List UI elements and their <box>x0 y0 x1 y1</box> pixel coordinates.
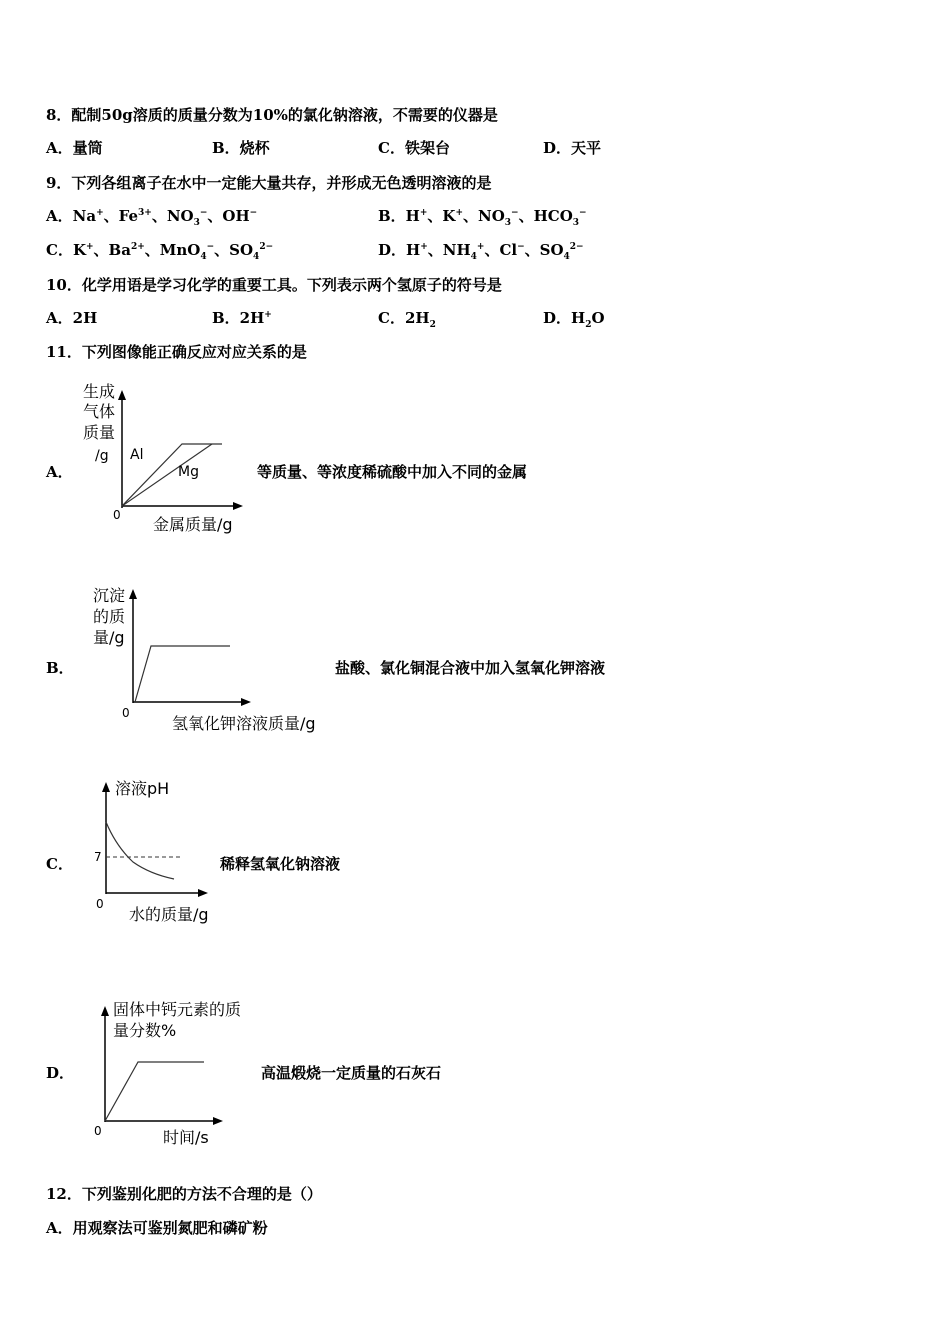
graph-a-ylabel-2: 气体 <box>83 402 116 421</box>
graph-a-mg-label: Mg <box>178 464 199 480</box>
q11-option-c-label: C． <box>46 855 73 873</box>
graph-b-origin: 0 <box>122 706 130 720</box>
graph-a-ylabel-3: 质量 <box>83 423 116 442</box>
graph-d-xlabel: 时间/s <box>163 1128 209 1147</box>
graph-a-xlabel: 金属质量/g <box>153 515 233 534</box>
x-arrow-icon <box>241 698 251 706</box>
q11-option-d-desc: 高温煅烧一定质量的石灰石 <box>261 1064 442 1082</box>
graph-d-ylabel-2: 量分数% <box>113 1021 177 1040</box>
q11-option-b-label: B． <box>46 659 74 677</box>
graph-c-xlabel: 水的质量/g <box>129 905 209 924</box>
q11-option-b-desc: 盐酸、氯化铜混合液中加入氢氧化钾溶液 <box>335 659 606 677</box>
question-8-stem: 8．配制50g溶质的质量分数为10%的氯化钠溶液，不需要的仪器是 <box>46 106 498 124</box>
question-11-stem: 11．下列图像能正确反应对应关系的是 <box>46 343 307 361</box>
graph-c-curve <box>106 822 174 879</box>
q8-option-b: B．烧杯 <box>212 139 270 157</box>
y-arrow-icon <box>102 782 110 792</box>
graph-b-ylabel-1: 沉淀 <box>93 586 126 605</box>
graph-b-ylabel-2: 的质 <box>93 607 126 626</box>
q10-option-d: D．$H_2O$ <box>543 309 605 330</box>
graph-d-ylabel-1: 固体中钙元素的质 <box>113 1000 242 1019</box>
q8-option-a: A．量筒 <box>46 139 103 157</box>
graph-a-ylabel-1: 生成 <box>83 382 116 401</box>
question-9-stem: 9．下列各组离子在水中一定能大量共存，并形成无色透明溶液的是 <box>46 174 492 192</box>
q8-option-c: C．铁架台 <box>378 139 450 157</box>
q11-option-d-label: D． <box>46 1064 75 1082</box>
q8-option-d: D．天平 <box>543 139 602 157</box>
graph-a-al-label: Al <box>130 447 144 463</box>
q10-option-a: A．2H <box>46 309 98 327</box>
graph-c-ref-label: 7 <box>94 850 102 864</box>
graph-b-ylabel-3: 量/g <box>93 628 125 647</box>
graph-d-origin: 0 <box>94 1124 102 1138</box>
graph-a <box>75 378 255 538</box>
q9-option-a: A．Na+、$Fe^{3+}$、$NO_3^-$、OH− <box>46 207 258 228</box>
q10-option-c: C．$2H_2$ <box>378 309 436 330</box>
y-arrow-icon <box>101 1006 109 1016</box>
y-arrow-icon <box>118 390 126 400</box>
x-arrow-icon <box>213 1117 223 1125</box>
q9-option-d: D．H+、$NH_4^+$、Cl−、$SO_4^{2-}$ <box>378 241 584 262</box>
graph-c-origin: 0 <box>96 897 104 911</box>
x-arrow-icon <box>233 502 243 510</box>
graph-b <box>88 583 338 738</box>
graph-b-line <box>135 646 230 702</box>
graph-a-ylabel-4: /g <box>95 448 109 464</box>
graph-a-origin: 0 <box>113 508 121 522</box>
x-arrow-icon <box>198 889 208 897</box>
q9-option-b: B．H+、K+、$NO_3^-$、$HCO_3^-$ <box>378 207 587 228</box>
q12-option-a: A．用观察法可鉴别氮肥和磷矿粉 <box>46 1219 268 1237</box>
graph-d <box>88 994 268 1154</box>
q11-option-a-label: A． <box>46 463 73 481</box>
question-10-stem: 10．化学用语是学习化学的重要工具。下列表示两个氢原子的符号是 <box>46 276 502 294</box>
graph-c <box>88 774 218 929</box>
q11-option-c-desc: 稀释氢氧化钠溶液 <box>220 855 341 873</box>
y-arrow-icon <box>129 589 137 599</box>
q10-option-b: B．2H+ <box>212 309 272 327</box>
graph-c-ylabel: 溶液pH <box>115 779 170 798</box>
question-12-stem: 12．下列鉴别化肥的方法不合理的是（） <box>46 1185 322 1203</box>
graph-b-xlabel: 氢氧化钾溶液质量/g <box>172 714 316 733</box>
graph-d-line <box>105 1062 204 1121</box>
q11-option-a-desc: 等质量、等浓度稀硫酸中加入不同的金属 <box>257 463 528 481</box>
q9-option-c: C．K+、$Ba^{2+}$、MnO$_4$−、$SO_4^{2-}$ <box>46 241 274 262</box>
